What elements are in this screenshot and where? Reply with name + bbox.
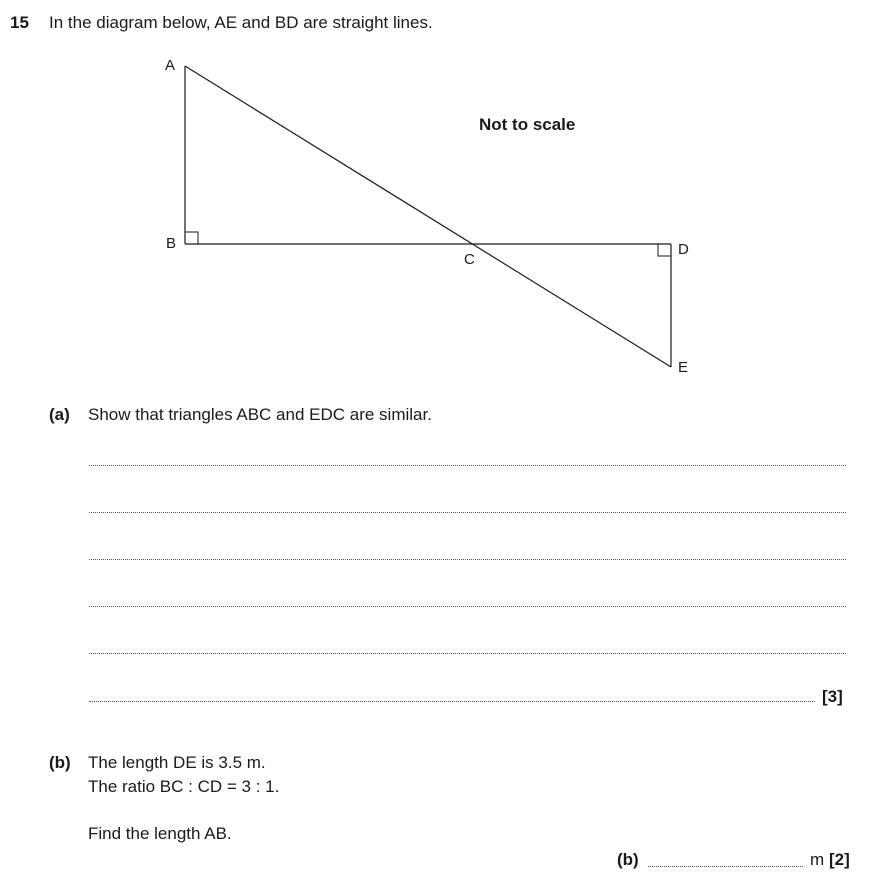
- part-b-line-1: The length DE is 3.5 m.: [88, 753, 266, 772]
- part-a-marks: [3]: [822, 687, 843, 706]
- part-b-label: (b): [49, 753, 71, 772]
- point-label-c: C: [464, 251, 475, 268]
- not-to-scale-note: Not to scale: [479, 115, 576, 134]
- question-number: 15: [10, 13, 29, 32]
- answer-line-b[interactable]: [648, 866, 803, 867]
- point-label-b: B: [166, 235, 177, 252]
- right-angle-marker-b: [185, 232, 198, 244]
- answer-line-a6[interactable]: [89, 701, 815, 702]
- part-a-label: (a): [49, 405, 70, 424]
- question-intro: In the diagram below, AE and BD are straight lines.: [49, 13, 433, 32]
- geometry-diagram: [0, 0, 882, 400]
- answer-line-a2[interactable]: [89, 512, 846, 513]
- point-label-a: A: [165, 57, 176, 74]
- part-a-question: Show that triangles ABC and EDC are similar.: [88, 405, 432, 424]
- answer-line-a4[interactable]: [89, 606, 846, 607]
- part-b-line-2: The ratio BC : CD = 3 : 1.: [88, 777, 280, 796]
- answer-label-b: (b): [617, 850, 639, 869]
- answer-unit-b: m: [810, 850, 825, 869]
- part-b-marks: [2]: [829, 850, 850, 869]
- line-ae: [185, 66, 671, 367]
- right-angle-marker-d: [658, 244, 671, 256]
- answer-line-a1[interactable]: [89, 465, 846, 466]
- part-b-line-3: Find the length AB.: [88, 824, 232, 843]
- point-label-d: D: [678, 241, 689, 258]
- answer-line-a3[interactable]: [89, 559, 846, 560]
- point-label-e: E: [678, 359, 689, 376]
- answer-line-a5[interactable]: [89, 653, 846, 654]
